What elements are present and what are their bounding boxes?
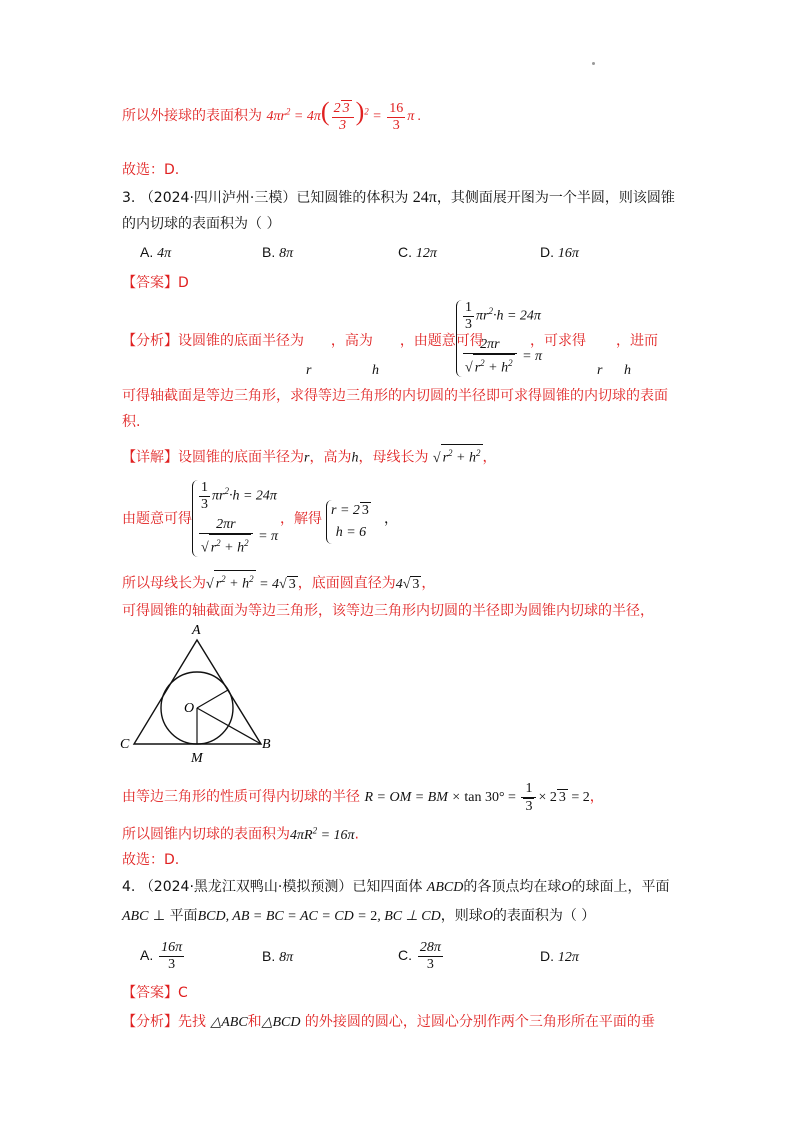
q3-var-r1: r <box>306 363 312 378</box>
surface-formula: $4\pi r^2 = 4\pi$( $\frac{2 3}{3}$ )$^2$ = $\frac{16}{3}$ π . <box>266 97 422 133</box>
segment-ob <box>197 708 261 744</box>
q3-detail-line4: 可得圆锥的轴截面为等边三角形，该等边三角形内切圆的半径即为圆锥内切球的半径， <box>122 603 654 619</box>
q3-option-a[interactable]: A. 4π <box>140 244 172 261</box>
page-mark <box>592 62 595 65</box>
q3-var-h2: h <box>624 363 631 378</box>
comma-1: ， <box>384 511 398 527</box>
q3-line1: 3. （2024·四川泸州·三模）已知圆锥的体积为 24π，其侧面展开图为一个半圆，则该圆锥 <box>122 189 675 206</box>
q3-detail-surface: 所以圆锥内切球的表面积为$4\pi R^2 = 16\pi$. <box>122 825 359 843</box>
q3-analysis-tail: ，可求得 ，进而 <box>530 333 658 349</box>
label-m: M <box>191 751 203 766</box>
q3-detail-given: 由题意可得 <box>122 511 192 527</box>
q3-analysis: 【分析】设圆锥的底面半径为 ，高为 ，由题意可得 <box>122 333 484 349</box>
q3-detail-system: $\frac{1}{3}$ $\pi r^2\cdot h = 24\pi$ $\frac{2\pi r}{√ r^2 + h^2}$ = π <box>192 480 278 557</box>
q4-analysis: 【分析】先找 △ABC和△BCD 的外接圆的圆心，过圆心分别作两个三角形所在平面的垂 <box>122 1014 655 1030</box>
q3-volume: 24π <box>412 189 437 206</box>
q3-var-r2: r <box>597 363 603 378</box>
q4-option-c[interactable]: C. $\frac{28\pi}{3}$ <box>398 940 441 972</box>
q3-detail-line1: 【详解】设圆锥的底面半径为r，高为h，母线长为 √ $r^2 + h^2$ ， <box>122 444 497 469</box>
q3-answer: 【答案】D <box>122 275 189 291</box>
q4-line1: 4. （2024·黑龙江双鸭山·模拟预测）已知四面体 ABCD的各顶点均在球O的球面上，平面 <box>122 879 670 895</box>
q4-option-b[interactable]: B. 8π <box>262 948 294 965</box>
label-b: B <box>262 737 271 752</box>
choose-answer-1: 故选：D. <box>122 162 180 178</box>
surface-line: 所以外接球的表面积为 $4\pi r^2 = 4\pi$( $\frac{2 3}{3}$ )$^2$ = $\frac{16}{3}$ π . <box>122 97 422 133</box>
q3-detail-line3: 所以母线长为√ $r^2 + h^2 = 4√$ 3 ，底面圆直径为4√ 3 ， <box>122 570 435 595</box>
q3-line2: 的内切球的表面积为（ ） <box>122 216 281 232</box>
q3-analysis-system: $\frac{1}{3}$ $\pi r^2\cdot h = 24\pi$ $\frac{2\pi r}{√ r^2 + h^2}$ = π <box>456 300 542 377</box>
q3-option-d[interactable]: D. 16π <box>540 244 579 261</box>
q3-option-b[interactable]: B. 8π <box>262 244 294 261</box>
segment-radius <box>197 690 228 708</box>
q3-var-h1: h <box>372 363 379 378</box>
choose-answer-2: 故选：D. <box>122 852 180 868</box>
q3-analysis-line2: 可得轴截面是等边三角形，求得等边三角形的内切圆的半径即可求得圆锥的内切球的表面 <box>122 388 668 404</box>
q4-answer: 【答案】C <box>122 985 188 1001</box>
cone-cross-section-figure <box>116 618 280 768</box>
q4-line2: ABC ⊥ 平面BCD, AB = BC = AC = CD = 2, BC ⊥ CD，则球O的表面积为（ ） <box>122 908 596 924</box>
q4-option-d[interactable]: D. 12π <box>540 948 579 965</box>
label-o: O <box>184 701 195 716</box>
label-a: A <box>192 623 201 638</box>
q3-option-c[interactable]: C. 12π <box>398 244 437 261</box>
q3-analysis-line3: 积. <box>122 414 141 430</box>
q4-option-a[interactable]: A. $\frac{16\pi}{3}$ <box>140 940 183 972</box>
q3-detail-solve: ，解得 <box>280 511 322 527</box>
q3-detail-radius: 由等边三角形的性质可得内切球的半径 R = OM = BM × tan 30° = $\frac{1}{3}$ × 2 3 = 2， <box>122 781 604 814</box>
q3-detail-solution: r = 2 3 h = 6 <box>326 500 371 544</box>
label-c: C <box>120 737 130 752</box>
